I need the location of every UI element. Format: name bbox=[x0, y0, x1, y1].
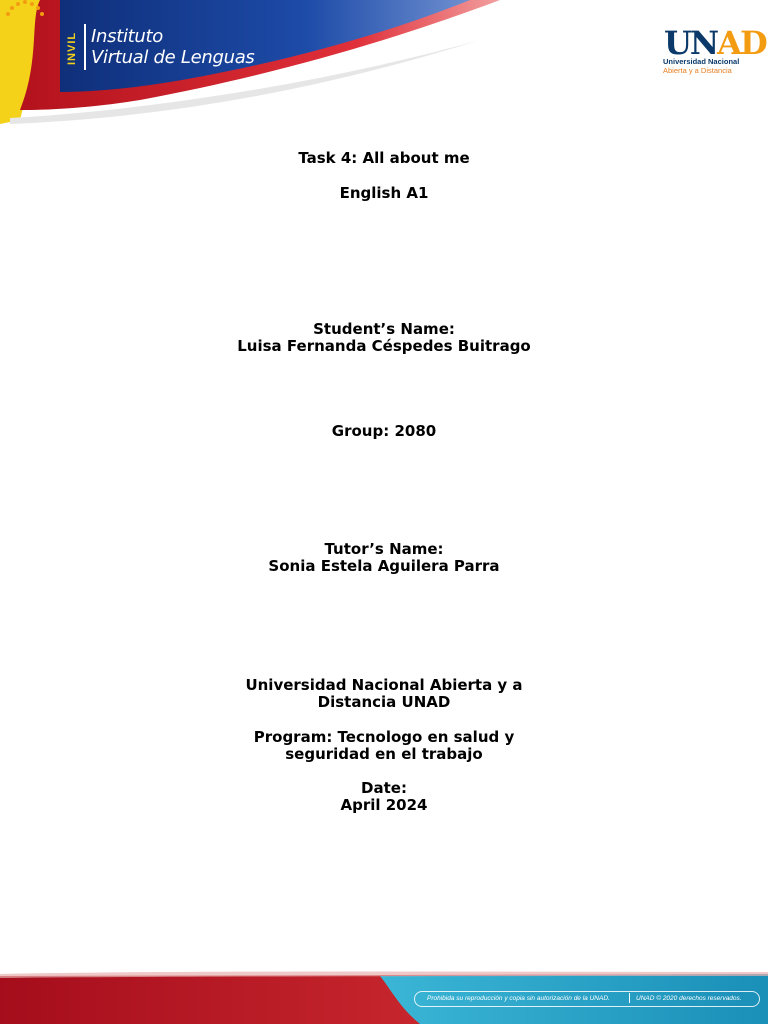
unad-logo-dots bbox=[0, 0, 84, 64]
footer-separator bbox=[629, 993, 630, 1003]
course-name: English A1 bbox=[339, 184, 429, 202]
footer-notice: Prohibida su reproducción y copia sin autorización de la UNAD. bbox=[427, 995, 610, 1002]
program-line-1: Program: Tecnologo en salud y bbox=[253, 728, 515, 746]
unad-logo-subtitle-1: Universidad Nacional bbox=[663, 57, 740, 66]
page-footer bbox=[0, 968, 768, 1024]
program-line-2: seguridad en el trabajo bbox=[285, 745, 483, 763]
unad-logo-wordmark: UNAD bbox=[664, 24, 766, 62]
date-label: Date: bbox=[361, 779, 407, 797]
university-line-1: Universidad Nacional Abierta y a bbox=[245, 676, 523, 694]
university-line-2: Distancia UNAD bbox=[317, 693, 451, 711]
unad-logo-subtitle-2: Abierta y a Distancia bbox=[663, 66, 732, 75]
brand-divider bbox=[84, 24, 86, 70]
student-label: Student’s Name: bbox=[313, 320, 455, 338]
document-title: Task 4: All about me bbox=[298, 149, 470, 167]
footer-copyright: UNAD © 2020 derechos reservados. bbox=[636, 995, 742, 1002]
group-number: Group: 2080 bbox=[331, 422, 437, 440]
brand-title-line1: Instituto bbox=[91, 26, 163, 47]
date-value: April 2024 bbox=[340, 796, 428, 814]
student-name: Luisa Fernanda Céspedes Buitrago bbox=[237, 337, 531, 355]
invil-vertical-label: INVIL bbox=[66, 31, 78, 65]
tutor-name: Sonia Estela Aguilera Parra bbox=[268, 557, 500, 575]
page-header bbox=[0, 0, 768, 130]
tutor-label: Tutor’s Name: bbox=[324, 540, 444, 558]
brand-title-line2: Virtual de Lenguas bbox=[91, 47, 255, 68]
